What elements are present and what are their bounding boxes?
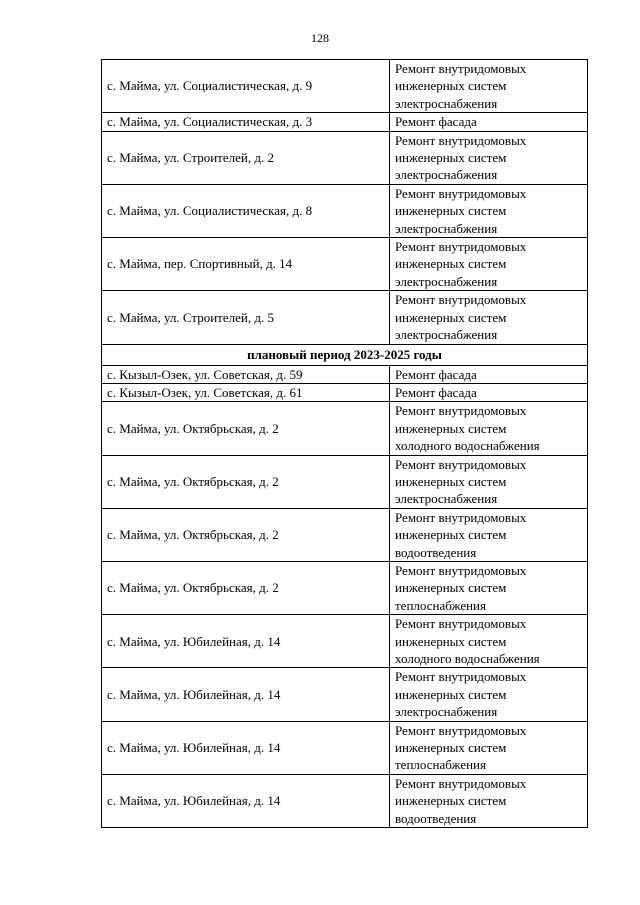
work-type-cell: [390, 131, 588, 184]
work-type-line: Ремонт внутридомовых: [395, 509, 527, 525]
table-row: [102, 365, 588, 383]
work-type-line: Ремонт внутридомовых: [395, 185, 527, 201]
address-cell: с. Майма, ул. Юбилейная, д. 14: [102, 615, 390, 668]
work-type-line: инженерных систем: [395, 793, 507, 809]
table-row: [102, 238, 588, 291]
work-type-line: электроснабжения: [395, 220, 498, 236]
address-cell: с. Майма, ул. Октябрьская, д. 2: [102, 561, 390, 614]
address-cell: с. Майма, ул. Строителей, д. 2: [102, 131, 390, 184]
work-type-line: Ремонт внутридомовых: [395, 132, 527, 148]
section-title: плановый период 2023-2025 годы: [102, 344, 588, 365]
table-row: [102, 131, 588, 184]
table-row: [102, 291, 588, 344]
address-cell: с. Майма, ул. Социалистическая, д. 3: [102, 113, 390, 131]
address-cell: с. Кызыл-Озек, ул. Советская, д. 61: [102, 383, 390, 401]
work-type-cell: [390, 113, 588, 131]
work-type-cell: [390, 615, 588, 668]
address-cell: с. Майма, пер. Спортивный, д. 14: [102, 238, 390, 291]
work-type-line: инженерных систем: [395, 473, 507, 489]
table-row: [102, 184, 588, 237]
table-row: [102, 402, 588, 455]
work-type-line: электроснабжения: [395, 273, 498, 289]
table-row: [102, 383, 588, 401]
work-type-line: теплоснабжения: [395, 757, 486, 773]
work-type-cell: [390, 60, 588, 113]
work-type-line: теплоснабжения: [395, 597, 486, 613]
address-cell: с. Майма, ул. Юбилейная, д. 14: [102, 668, 390, 721]
table-row: [102, 774, 588, 827]
work-type-line: Ремонт фасада: [395, 384, 477, 400]
work-type-cell: [390, 184, 588, 237]
works-table: [101, 59, 588, 828]
work-type-line: инженерных систем: [395, 78, 507, 94]
works-table-body: [102, 60, 588, 828]
work-type-cell: [390, 291, 588, 344]
work-type-line: электроснабжения: [395, 167, 498, 183]
work-type-line: холодного водоснабжения: [395, 651, 540, 666]
table-row: [102, 615, 588, 668]
work-type-line: Ремонт внутридомовых: [395, 669, 527, 685]
table-row: [102, 60, 588, 113]
work-type-cell: [390, 508, 588, 561]
work-type-line: электроснабжения: [395, 704, 498, 720]
work-type-line: инженерных систем: [395, 580, 507, 596]
address-cell: с. Майма, ул. Октябрьская, д. 2: [102, 508, 390, 561]
work-type-line: холодного водоснабжения: [395, 438, 540, 454]
work-type-line: водоотведения: [395, 544, 477, 560]
table-row: [102, 721, 588, 774]
work-type-line: электроснабжения: [395, 95, 498, 111]
work-type-line: Ремонт внутридомовых: [395, 722, 527, 738]
work-type-line: Ремонт внутридомовых: [395, 775, 527, 791]
work-type-cell: [390, 402, 588, 455]
table-row: [102, 113, 588, 131]
address-cell: с. Майма, ул. Октябрьская, д. 2: [102, 455, 390, 508]
section-row: [102, 344, 588, 365]
work-type-cell: [390, 455, 588, 508]
page-number: 128: [311, 31, 329, 45]
table-row: [102, 668, 588, 721]
address-cell: с. Майма, ул. Социалистическая, д. 8: [102, 184, 390, 237]
address-cell: с. Майма, ул. Строителей, д. 5: [102, 291, 390, 344]
work-type-line: Ремонт фасада: [395, 114, 477, 130]
work-type-cell: [390, 721, 588, 774]
work-type-cell: [390, 774, 588, 827]
work-type-line: инженерных систем: [395, 740, 507, 756]
address-cell: с. Майма, ул. Октябрьская, д. 2: [102, 402, 390, 455]
work-type-line: инженерных систем: [395, 256, 507, 272]
work-type-cell: [390, 365, 588, 383]
table-row: [102, 561, 588, 614]
work-type-line: инженерных систем: [395, 527, 507, 543]
work-type-line: Ремонт внутридомовых: [395, 292, 527, 308]
table-row: [102, 455, 588, 508]
table-row: [102, 508, 588, 561]
address-cell: с. Майма, ул. Юбилейная, д. 14: [102, 774, 390, 827]
work-type-line: Ремонт внутридомовых: [395, 616, 527, 632]
address-cell: с. Майма, ул. Социалистическая, д. 9: [102, 60, 390, 113]
work-type-cell: [390, 238, 588, 291]
address-cell: с. Майма, ул. Юбилейная, д. 14: [102, 721, 390, 774]
work-type-line: инженерных систем: [395, 309, 507, 325]
work-type-line: инженерных систем: [395, 150, 507, 166]
work-type-line: инженерных систем: [395, 203, 507, 219]
work-type-line: электроснабжения: [395, 491, 498, 507]
work-type-cell: [390, 383, 588, 401]
work-type-line: Ремонт внутридомовых: [395, 61, 527, 76]
work-type-line: Ремонт внутридомовых: [395, 456, 527, 472]
work-type-line: Ремонт фасада: [395, 366, 477, 382]
work-type-line: инженерных систем: [395, 633, 507, 649]
work-type-line: инженерных систем: [395, 686, 507, 702]
address-cell: с. Кызыл-Озек, ул. Советская, д. 59: [102, 365, 390, 383]
work-type-line: водоотведения: [395, 810, 477, 826]
work-type-line: Ремонт внутридомовых: [395, 562, 527, 578]
work-type-cell: [390, 668, 588, 721]
work-type-cell: [390, 561, 588, 614]
work-type-line: Ремонт внутридомовых: [395, 403, 527, 419]
work-type-line: инженерных систем: [395, 420, 507, 436]
work-type-line: электроснабжения: [395, 327, 498, 343]
work-type-line: Ремонт внутридомовых: [395, 239, 527, 255]
